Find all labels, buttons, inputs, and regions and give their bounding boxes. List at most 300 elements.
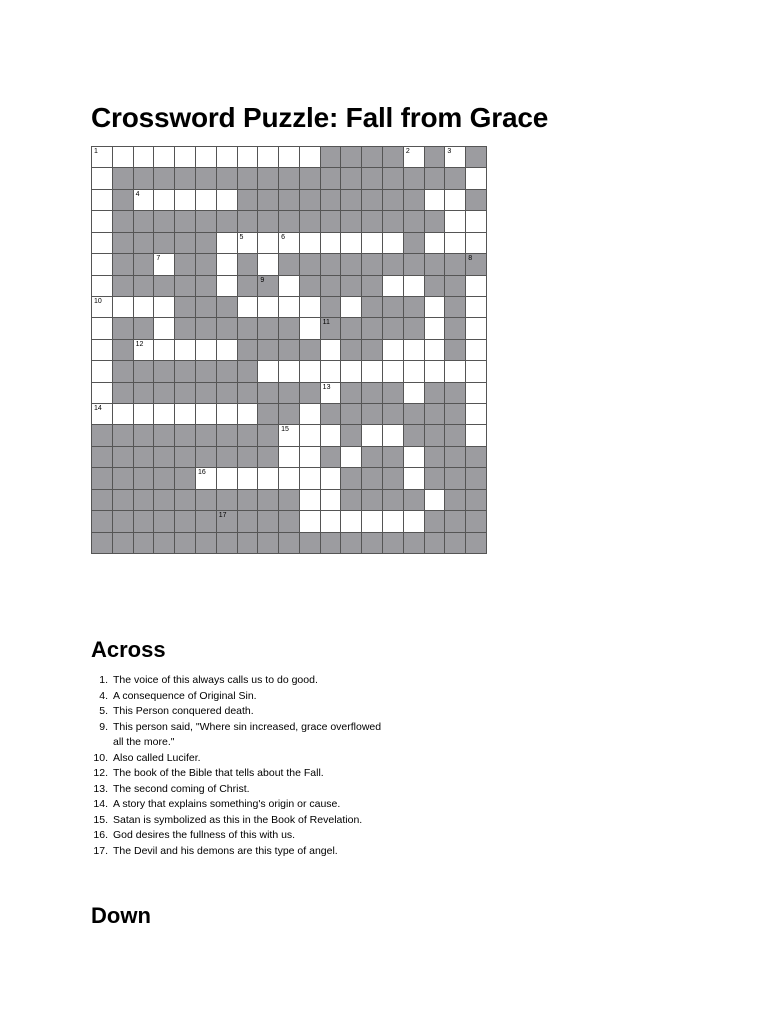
grid-cell[interactable] bbox=[465, 382, 487, 404]
grid-cell[interactable] bbox=[278, 446, 300, 468]
grid-cell[interactable] bbox=[278, 232, 300, 254]
grid-block-cell bbox=[444, 296, 466, 318]
grid-cell[interactable] bbox=[403, 360, 425, 382]
grid-block-cell bbox=[361, 339, 383, 361]
grid-block-cell bbox=[424, 467, 446, 489]
grid-block-cell bbox=[112, 360, 134, 382]
grid-cell[interactable] bbox=[153, 296, 175, 318]
grid-block-cell bbox=[174, 424, 196, 446]
grid-cell[interactable] bbox=[340, 510, 362, 532]
grid-cell[interactable] bbox=[237, 232, 259, 254]
grid-cell[interactable] bbox=[153, 253, 175, 275]
grid-block-cell bbox=[257, 210, 279, 232]
grid-block-cell bbox=[361, 532, 383, 554]
grid-block-cell bbox=[195, 510, 217, 532]
grid-block-cell bbox=[112, 339, 134, 361]
grid-cell[interactable] bbox=[133, 146, 155, 168]
grid-block-cell bbox=[112, 382, 134, 404]
grid-block-cell bbox=[237, 510, 259, 532]
grid-block-cell bbox=[424, 510, 446, 532]
clue-text: This Person conquered death. bbox=[113, 705, 254, 717]
grid-block-cell bbox=[237, 446, 259, 468]
grid-block-cell bbox=[382, 403, 404, 425]
grid-cell[interactable] bbox=[278, 296, 300, 318]
grid-cell[interactable] bbox=[257, 467, 279, 489]
grid-block-cell bbox=[403, 424, 425, 446]
grid-cell[interactable] bbox=[424, 232, 446, 254]
grid-cell[interactable] bbox=[361, 424, 383, 446]
grid-block-cell bbox=[257, 275, 279, 297]
clue-text: The second coming of Christ. bbox=[113, 782, 250, 795]
grid-cell[interactable] bbox=[216, 232, 238, 254]
grid-cell[interactable] bbox=[299, 296, 321, 318]
grid-cell[interactable] bbox=[465, 360, 487, 382]
grid-block-cell bbox=[133, 167, 155, 189]
grid-cell[interactable] bbox=[382, 232, 404, 254]
grid-block-cell bbox=[465, 510, 487, 532]
grid-block-cell bbox=[133, 382, 155, 404]
clue-number-label: 7 bbox=[156, 255, 161, 263]
grid-cell[interactable] bbox=[153, 317, 175, 339]
grid-cell[interactable] bbox=[91, 253, 113, 275]
grid-cell[interactable] bbox=[403, 467, 425, 489]
grid-cell[interactable] bbox=[91, 167, 113, 189]
grid-cell[interactable] bbox=[257, 296, 279, 318]
grid-cell[interactable] bbox=[216, 253, 238, 275]
grid-cell[interactable] bbox=[216, 467, 238, 489]
grid-cell[interactable] bbox=[403, 339, 425, 361]
grid-cell[interactable] bbox=[299, 467, 321, 489]
grid-block-cell bbox=[153, 360, 175, 382]
grid-cell[interactable] bbox=[340, 296, 362, 318]
grid-block-cell bbox=[382, 467, 404, 489]
grid-cell[interactable] bbox=[320, 424, 342, 446]
grid-cell[interactable] bbox=[133, 403, 155, 425]
grid-cell[interactable] bbox=[91, 317, 113, 339]
grid-block-cell bbox=[424, 424, 446, 446]
grid-block-cell bbox=[174, 275, 196, 297]
clue-number: 12. bbox=[93, 767, 108, 779]
grid-cell[interactable] bbox=[465, 296, 487, 318]
grid-block-cell bbox=[320, 532, 342, 554]
grid-cell[interactable] bbox=[195, 339, 217, 361]
grid-block-cell bbox=[444, 339, 466, 361]
grid-cell[interactable] bbox=[424, 360, 446, 382]
grid-cell[interactable] bbox=[91, 403, 113, 425]
grid-cell[interactable] bbox=[465, 403, 487, 425]
grid-cell[interactable] bbox=[91, 232, 113, 254]
clue-number-label: 17 bbox=[218, 512, 227, 520]
grid-block-cell bbox=[174, 210, 196, 232]
grid-cell[interactable] bbox=[320, 382, 342, 404]
grid-block-cell bbox=[133, 446, 155, 468]
clue-item bbox=[91, 782, 391, 798]
grid-block-cell bbox=[424, 146, 446, 168]
grid-block-cell bbox=[299, 253, 321, 275]
grid-block-cell bbox=[403, 167, 425, 189]
grid-block-cell bbox=[424, 446, 446, 468]
grid-block-cell bbox=[320, 167, 342, 189]
grid-cell[interactable] bbox=[153, 189, 175, 211]
grid-cell[interactable] bbox=[382, 510, 404, 532]
grid-cell[interactable] bbox=[444, 360, 466, 382]
grid-block-cell bbox=[299, 275, 321, 297]
grid-block-cell bbox=[382, 189, 404, 211]
clue-number: 5. bbox=[99, 705, 108, 717]
grid-block-cell bbox=[112, 275, 134, 297]
grid-cell[interactable] bbox=[195, 403, 217, 425]
clue-item bbox=[91, 844, 391, 860]
clue-number: 13. bbox=[93, 782, 108, 795]
grid-block-cell bbox=[320, 189, 342, 211]
grid-block-cell bbox=[465, 446, 487, 468]
grid-block-cell bbox=[278, 253, 300, 275]
grid-cell[interactable] bbox=[257, 146, 279, 168]
grid-cell[interactable] bbox=[299, 232, 321, 254]
grid-cell[interactable] bbox=[403, 275, 425, 297]
grid-cell[interactable] bbox=[340, 446, 362, 468]
grid-block-cell bbox=[361, 189, 383, 211]
grid-block-cell bbox=[278, 339, 300, 361]
grid-cell[interactable] bbox=[465, 275, 487, 297]
clue-text: Also called Lucifer. bbox=[113, 751, 201, 764]
grid-cell[interactable] bbox=[382, 275, 404, 297]
grid-block-cell bbox=[444, 424, 466, 446]
grid-block-cell bbox=[424, 403, 446, 425]
grid-block-cell bbox=[216, 296, 238, 318]
clue-item bbox=[91, 813, 391, 829]
grid-cell[interactable] bbox=[216, 339, 238, 361]
grid-block-cell bbox=[112, 510, 134, 532]
grid-block-cell bbox=[299, 532, 321, 554]
grid-cell[interactable] bbox=[91, 360, 113, 382]
grid-cell[interactable] bbox=[278, 275, 300, 297]
grid-block-cell bbox=[91, 489, 113, 511]
grid-block-cell bbox=[444, 446, 466, 468]
grid-cell[interactable] bbox=[299, 403, 321, 425]
grid-block-cell bbox=[340, 317, 362, 339]
grid-cell[interactable] bbox=[465, 167, 487, 189]
grid-cell[interactable] bbox=[299, 510, 321, 532]
grid-block-cell bbox=[112, 532, 134, 554]
grid-block-cell bbox=[361, 382, 383, 404]
grid-block-cell bbox=[153, 167, 175, 189]
grid-block-cell bbox=[403, 253, 425, 275]
grid-block-cell bbox=[133, 532, 155, 554]
clue-number-label: 2 bbox=[405, 148, 410, 155]
grid-cell[interactable] bbox=[133, 189, 155, 211]
grid-block-cell bbox=[361, 167, 383, 189]
grid-block-cell bbox=[153, 532, 175, 554]
grid-block-cell bbox=[403, 317, 425, 339]
grid-cell[interactable] bbox=[278, 146, 300, 168]
grid-block-cell bbox=[133, 275, 155, 297]
grid-cell[interactable] bbox=[299, 360, 321, 382]
grid-cell[interactable] bbox=[299, 424, 321, 446]
clue-item bbox=[91, 704, 391, 720]
grid-cell[interactable] bbox=[216, 146, 238, 168]
grid-block-cell bbox=[91, 424, 113, 446]
grid-cell[interactable] bbox=[444, 232, 466, 254]
grid-cell[interactable] bbox=[278, 424, 300, 446]
grid-block-cell bbox=[299, 167, 321, 189]
grid-block-cell bbox=[112, 210, 134, 232]
grid-cell[interactable] bbox=[91, 210, 113, 232]
grid-cell[interactable] bbox=[465, 317, 487, 339]
grid-block-cell bbox=[424, 167, 446, 189]
grid-cell[interactable] bbox=[382, 424, 404, 446]
grid-block-cell bbox=[133, 467, 155, 489]
clue-text: Satan is symbolized as this in the Book of Revelation. bbox=[113, 813, 363, 826]
grid-cell[interactable] bbox=[403, 146, 425, 168]
grid-block-cell bbox=[257, 167, 279, 189]
grid-block-cell bbox=[257, 489, 279, 511]
grid-block-cell bbox=[237, 275, 259, 297]
grid-cell[interactable] bbox=[133, 339, 155, 361]
grid-cell[interactable] bbox=[153, 403, 175, 425]
grid-block-cell bbox=[237, 317, 259, 339]
grid-block-cell bbox=[403, 296, 425, 318]
grid-cell[interactable] bbox=[299, 146, 321, 168]
grid-block-cell bbox=[403, 210, 425, 232]
grid-block-cell bbox=[320, 146, 342, 168]
grid-block-cell bbox=[444, 510, 466, 532]
grid-cell[interactable] bbox=[257, 360, 279, 382]
clue-number-label: 14 bbox=[94, 405, 102, 413]
clue-text: The Devil and his demons are this type of angel. bbox=[113, 844, 338, 857]
grid-block-cell bbox=[216, 424, 238, 446]
grid-cell[interactable] bbox=[424, 339, 446, 361]
grid-block-cell bbox=[257, 403, 279, 425]
grid-cell[interactable] bbox=[174, 403, 196, 425]
grid-cell[interactable] bbox=[403, 446, 425, 468]
grid-block-cell bbox=[216, 360, 238, 382]
grid-block-cell bbox=[153, 446, 175, 468]
grid-cell[interactable] bbox=[424, 317, 446, 339]
grid-cell[interactable] bbox=[257, 232, 279, 254]
clue-number-label: 13 bbox=[322, 383, 331, 391]
grid-cell[interactable] bbox=[195, 146, 217, 168]
grid-block-cell bbox=[424, 532, 446, 554]
grid-block-cell bbox=[403, 532, 425, 554]
grid-block-cell bbox=[320, 275, 342, 297]
grid-block-cell bbox=[424, 210, 446, 232]
grid-block-cell bbox=[257, 317, 279, 339]
grid-block-cell bbox=[174, 317, 196, 339]
grid-block-cell bbox=[278, 167, 300, 189]
grid-cell[interactable] bbox=[424, 489, 446, 511]
grid-cell[interactable] bbox=[91, 146, 113, 168]
grid-block-cell bbox=[278, 532, 300, 554]
clue-text: A consequence of Original Sin. bbox=[113, 689, 257, 702]
grid-cell[interactable] bbox=[361, 232, 383, 254]
grid-cell[interactable] bbox=[153, 339, 175, 361]
grid-block-cell bbox=[340, 467, 362, 489]
grid-cell[interactable] bbox=[237, 403, 259, 425]
grid-cell[interactable] bbox=[465, 339, 487, 361]
grid-block-cell bbox=[91, 532, 113, 554]
grid-cell[interactable] bbox=[320, 489, 342, 511]
grid-cell[interactable] bbox=[361, 360, 383, 382]
grid-block-cell bbox=[133, 210, 155, 232]
grid-cell[interactable] bbox=[91, 275, 113, 297]
grid-block-cell bbox=[112, 232, 134, 254]
grid-cell[interactable] bbox=[133, 296, 155, 318]
grid-block-cell bbox=[340, 489, 362, 511]
grid-cell[interactable] bbox=[216, 275, 238, 297]
clue-item bbox=[91, 766, 391, 782]
grid-cell[interactable] bbox=[299, 446, 321, 468]
grid-cell[interactable] bbox=[91, 339, 113, 361]
grid-cell[interactable] bbox=[424, 296, 446, 318]
grid-block-cell bbox=[91, 510, 113, 532]
grid-cell[interactable] bbox=[195, 189, 217, 211]
grid-cell[interactable] bbox=[257, 253, 279, 275]
grid-cell[interactable] bbox=[320, 232, 342, 254]
clue-text: God desires the fullness of this with us. bbox=[113, 829, 296, 841]
grid-block-cell bbox=[133, 232, 155, 254]
grid-cell[interactable] bbox=[320, 510, 342, 532]
grid-block-cell bbox=[278, 403, 300, 425]
grid-block-cell bbox=[133, 317, 155, 339]
grid-block-cell bbox=[133, 489, 155, 511]
grid-cell[interactable] bbox=[174, 146, 196, 168]
grid-block-cell bbox=[174, 510, 196, 532]
grid-cell[interactable] bbox=[424, 189, 446, 211]
clue-item bbox=[91, 797, 391, 813]
grid-block-cell bbox=[465, 489, 487, 511]
grid-cell[interactable] bbox=[403, 382, 425, 404]
grid-block-cell bbox=[278, 317, 300, 339]
clue-item bbox=[91, 689, 391, 705]
clue-number: 9. bbox=[99, 720, 108, 733]
clue-number: 10. bbox=[93, 751, 108, 764]
grid-block-cell bbox=[403, 489, 425, 511]
clue-number: 16. bbox=[93, 829, 108, 841]
grid-cell[interactable] bbox=[361, 510, 383, 532]
grid-cell[interactable] bbox=[216, 189, 238, 211]
grid-block-cell bbox=[112, 167, 134, 189]
clue-number-label: 10 bbox=[94, 297, 102, 305]
grid-block-cell bbox=[361, 296, 383, 318]
grid-block-cell bbox=[444, 532, 466, 554]
grid-block-cell bbox=[195, 532, 217, 554]
grid-block-cell bbox=[299, 189, 321, 211]
grid-cell[interactable] bbox=[403, 510, 425, 532]
grid-block-cell bbox=[278, 510, 300, 532]
grid-cell[interactable] bbox=[444, 146, 466, 168]
grid-block-cell bbox=[195, 210, 217, 232]
grid-cell[interactable] bbox=[444, 210, 466, 232]
grid-cell[interactable] bbox=[382, 339, 404, 361]
grid-block-cell bbox=[174, 489, 196, 511]
grid-cell[interactable] bbox=[340, 360, 362, 382]
grid-cell[interactable] bbox=[91, 189, 113, 211]
grid-cell[interactable] bbox=[174, 339, 196, 361]
grid-block-cell bbox=[278, 210, 300, 232]
grid-cell[interactable] bbox=[112, 296, 134, 318]
clue-text: This person said, "Where sin increased, grace overflowed all the more." bbox=[113, 720, 382, 748]
grid-block-cell bbox=[424, 382, 446, 404]
grid-block-cell bbox=[257, 339, 279, 361]
grid-cell[interactable] bbox=[237, 146, 259, 168]
grid-block-cell bbox=[153, 510, 175, 532]
grid-cell[interactable] bbox=[112, 403, 134, 425]
grid-cell[interactable] bbox=[465, 424, 487, 446]
grid-block-cell bbox=[195, 232, 217, 254]
grid-cell[interactable] bbox=[195, 467, 217, 489]
grid-cell[interactable] bbox=[91, 296, 113, 318]
page-title: Crossword Puzzle: Fall from Grace bbox=[91, 102, 549, 133]
grid-block-cell bbox=[195, 167, 217, 189]
grid-block-cell bbox=[174, 360, 196, 382]
grid-cell[interactable] bbox=[465, 232, 487, 254]
clue-number: 4. bbox=[99, 689, 108, 702]
grid-cell[interactable] bbox=[340, 232, 362, 254]
grid-cell[interactable] bbox=[444, 189, 466, 211]
grid-block-cell bbox=[216, 510, 238, 532]
grid-cell[interactable] bbox=[153, 146, 175, 168]
grid-block-cell bbox=[361, 210, 383, 232]
grid-block-cell bbox=[444, 403, 466, 425]
grid-block-cell bbox=[153, 275, 175, 297]
clue-number-label: 6 bbox=[281, 233, 285, 241]
clue-number-label: 9 bbox=[260, 276, 265, 284]
grid-block-cell bbox=[195, 275, 217, 297]
grid-block-cell bbox=[133, 424, 155, 446]
grid-block-cell bbox=[237, 532, 259, 554]
clue-number-label: 15 bbox=[281, 426, 289, 434]
grid-block-cell bbox=[257, 446, 279, 468]
grid-block-cell bbox=[465, 189, 487, 211]
grid-block-cell bbox=[320, 296, 342, 318]
grid-cell[interactable] bbox=[91, 382, 113, 404]
grid-block-cell bbox=[382, 446, 404, 468]
grid-cell[interactable] bbox=[320, 467, 342, 489]
grid-cell[interactable] bbox=[382, 360, 404, 382]
grid-cell[interactable] bbox=[278, 360, 300, 382]
grid-block-cell bbox=[320, 403, 342, 425]
grid-block-cell bbox=[153, 232, 175, 254]
grid-block-cell bbox=[153, 382, 175, 404]
grid-cell[interactable] bbox=[278, 467, 300, 489]
grid-cell[interactable] bbox=[465, 210, 487, 232]
grid-block-cell bbox=[444, 275, 466, 297]
grid-block-cell bbox=[340, 189, 362, 211]
grid-block-cell bbox=[133, 253, 155, 275]
grid-cell[interactable] bbox=[237, 467, 259, 489]
grid-block-cell bbox=[237, 489, 259, 511]
grid-block-cell bbox=[465, 532, 487, 554]
grid-cell[interactable] bbox=[237, 296, 259, 318]
grid-block-cell bbox=[153, 489, 175, 511]
grid-block-cell bbox=[195, 253, 217, 275]
crossword-grid bbox=[91, 146, 486, 553]
clue-item bbox=[91, 673, 391, 689]
grid-block-cell bbox=[382, 167, 404, 189]
grid-block-cell bbox=[340, 275, 362, 297]
grid-block-cell bbox=[195, 360, 217, 382]
grid-cell[interactable] bbox=[299, 489, 321, 511]
grid-cell[interactable] bbox=[174, 189, 196, 211]
grid-cell[interactable] bbox=[320, 360, 342, 382]
grid-cell[interactable] bbox=[112, 146, 134, 168]
grid-cell[interactable] bbox=[299, 317, 321, 339]
grid-cell[interactable] bbox=[320, 339, 342, 361]
grid-cell[interactable] bbox=[216, 403, 238, 425]
grid-block-cell bbox=[237, 382, 259, 404]
grid-block-cell bbox=[257, 510, 279, 532]
